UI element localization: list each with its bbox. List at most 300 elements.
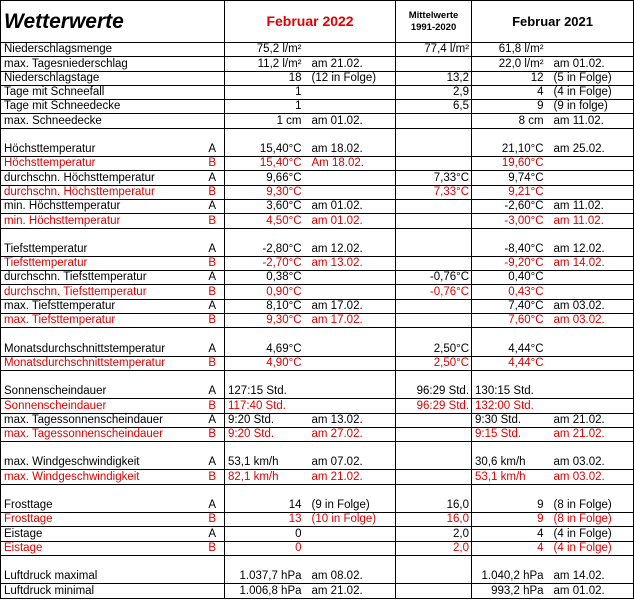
note-2021: am 11.02.	[546, 114, 634, 128]
note-2022	[304, 356, 396, 370]
note-2022	[304, 285, 396, 299]
note-2021	[546, 171, 634, 185]
row-label: durchschn. Höchsttemperatur	[1, 171, 201, 185]
column-header-mittelwerte	[396, 1, 472, 43]
value-mittel	[396, 470, 472, 484]
value-mittel	[396, 57, 472, 71]
value-mittel	[396, 143, 472, 157]
value-2021: 9	[472, 499, 546, 513]
value-mittel: 2,50°C	[396, 356, 472, 370]
station-code: B	[201, 470, 225, 484]
station-code: A	[201, 413, 225, 427]
row-label: Luftdruck minimal	[1, 584, 201, 598]
note-2022: (10 in Folge)	[304, 513, 396, 527]
spacer-cell	[225, 484, 304, 499]
note-2022: (12 in Folge)	[304, 71, 396, 85]
value-mittel	[396, 427, 472, 441]
spacer-cell	[1, 555, 201, 570]
spacer-cell	[546, 370, 634, 385]
value-2022: 53,1 km/h	[225, 456, 304, 470]
note-2021: am 25.02.	[546, 143, 634, 157]
spacer-cell	[225, 555, 304, 570]
note-2021: am 03.02.	[546, 299, 634, 313]
station-code	[201, 71, 225, 85]
row-label: Niederschlagstage	[1, 71, 201, 85]
value-2021: 132:00 Std.	[472, 399, 546, 413]
note-2021: am 03.02.	[546, 470, 634, 484]
note-2022: am 08.02.	[304, 570, 396, 584]
station-code: B	[201, 285, 225, 299]
row-label: max. Tiefsttemperatur	[1, 314, 201, 328]
value-2022: 4,69°C	[225, 342, 304, 356]
spacer-cell	[396, 228, 472, 243]
row-label: durchschn. Höchsttemperatur	[1, 185, 201, 199]
value-2022: 18	[225, 71, 304, 85]
value-2022: 1.006,8 hPa	[225, 584, 304, 598]
value-mittel: 2,50°C	[396, 342, 472, 356]
spacer-cell	[546, 328, 634, 343]
table-row	[1, 43, 634, 57]
value-2021: 1.040,2 hPa	[472, 570, 546, 584]
value-2021: 130:15 Std.	[472, 385, 546, 399]
note-2021: am 03.02.	[546, 456, 634, 470]
station-code: A	[201, 499, 225, 513]
spacer-cell	[201, 328, 225, 343]
note-2021: am 03.02.	[546, 314, 634, 328]
mittelwerte-label: Mittelwerte	[408, 9, 459, 21]
table-row	[1, 570, 634, 584]
value-2022: 15,40°C	[225, 157, 304, 171]
value-2021: 30,6 km/h	[472, 456, 546, 470]
table-row	[1, 456, 634, 470]
note-2021: am 21.02.	[546, 413, 634, 427]
row-label: durchschn. Tiefsttemperatur	[1, 285, 201, 299]
value-2021: 19,60°C	[472, 157, 546, 171]
value-2021: 4	[472, 527, 546, 541]
value-mittel: 7,33°C	[396, 185, 472, 199]
note-2022	[304, 342, 396, 356]
value-2022: 8,10°C	[225, 299, 304, 313]
value-2021: 993,2 hPa	[472, 584, 546, 598]
spacer-row	[1, 370, 634, 385]
note-2021	[546, 342, 634, 356]
row-label: Tiefsttemperatur	[1, 256, 201, 270]
spacer-cell	[304, 555, 396, 570]
spacer-cell	[201, 555, 225, 570]
table-row	[1, 399, 634, 413]
spacer-cell	[396, 484, 472, 499]
station-code	[201, 114, 225, 128]
value-2021: 9:30 Std.	[472, 413, 546, 427]
spacer-cell	[472, 228, 546, 243]
row-label: min. Höchsttemperatur	[1, 199, 201, 213]
value-2021: 9,21°C	[472, 185, 546, 199]
note-2021: (4 in Folge)	[546, 527, 634, 541]
row-label: Tiefsttemperatur	[1, 243, 201, 257]
table-row	[1, 171, 634, 185]
station-code: A	[201, 171, 225, 185]
table-row	[1, 427, 634, 441]
value-2022: 15,40°C	[225, 143, 304, 157]
row-label: min. Höchsttemperatur	[1, 214, 201, 228]
row-label: max. Tiefsttemperatur	[1, 299, 201, 313]
note-2022: am 21.02.	[304, 470, 396, 484]
row-label: Monatsdurchschnittstemperatur	[1, 342, 201, 356]
note-2021: am 01.02.	[546, 584, 634, 598]
note-2021: (8 in Folge)	[546, 499, 634, 513]
spacer-cell	[304, 442, 396, 457]
value-2022: 9,30°C	[225, 314, 304, 328]
spacer-cell	[1, 484, 201, 499]
value-mittel	[396, 114, 472, 128]
spacer-cell	[546, 128, 634, 143]
table-row	[1, 271, 634, 285]
station-code	[201, 100, 225, 114]
row-label: max. Tagesniederschlag	[1, 57, 201, 71]
spacer-cell	[396, 370, 472, 385]
value-2022: 0,38°C	[225, 271, 304, 285]
spacer-cell	[225, 370, 304, 385]
note-2021: am 14.02.	[546, 570, 634, 584]
value-2021: 9	[472, 513, 546, 527]
value-mittel	[396, 157, 472, 171]
station-code: B	[201, 314, 225, 328]
value-2022: 0	[225, 527, 304, 541]
value-mittel	[396, 299, 472, 313]
spacer-cell	[396, 555, 472, 570]
value-mittel: 2,0	[396, 541, 472, 555]
mittelwerte-period: 1991-2020	[410, 21, 457, 33]
value-mittel	[396, 243, 472, 257]
table-row	[1, 214, 634, 228]
row-label: Luftdruck maximal	[1, 570, 201, 584]
spacer-row	[1, 442, 634, 457]
spacer-cell	[1, 328, 201, 343]
row-label: Frosttage	[1, 513, 201, 527]
value-2022: 9,30°C	[225, 185, 304, 199]
table-row	[1, 243, 634, 257]
row-label: Eistage	[1, 527, 201, 541]
value-2021: -8,40°C	[472, 243, 546, 257]
note-2022	[304, 271, 396, 285]
value-2022: 1.037,7 hPa	[225, 570, 304, 584]
table-body	[1, 43, 634, 599]
value-mittel	[396, 570, 472, 584]
value-2021: 12	[472, 71, 546, 85]
note-2022	[304, 385, 396, 399]
table-row	[1, 85, 634, 99]
value-2021: 4	[472, 85, 546, 99]
station-code: B	[201, 185, 225, 199]
table-row	[1, 499, 634, 513]
note-2022	[304, 100, 396, 114]
value-2022: 117:40 Std.	[225, 399, 304, 413]
note-2022	[304, 399, 396, 413]
note-2021	[546, 157, 634, 171]
row-label: Eistage	[1, 541, 201, 555]
spacer-cell	[472, 370, 546, 385]
spacer-row	[1, 128, 634, 143]
value-2022: 11,2 l/m²	[225, 57, 304, 71]
note-2021	[546, 285, 634, 299]
spacer-row	[1, 484, 634, 499]
value-2022: 75,2 l/m²	[225, 43, 304, 57]
row-label: Sonnenscheindauer	[1, 399, 201, 413]
value-mittel: 96:29 Std.	[396, 385, 472, 399]
value-2022: 0,90°C	[225, 285, 304, 299]
note-2022: am 21.02.	[304, 57, 396, 71]
note-2022	[304, 43, 396, 57]
station-code: A	[201, 456, 225, 470]
value-2021: 9,74°C	[472, 171, 546, 185]
station-code: B	[201, 399, 225, 413]
note-2022: (9 in Folge)	[304, 499, 396, 513]
table-row	[1, 71, 634, 85]
table-row	[1, 256, 634, 270]
value-2021: -9,20°C	[472, 256, 546, 270]
note-2022	[304, 171, 396, 185]
spacer-cell	[546, 555, 634, 570]
column-header-february-2021: Februar 2021	[472, 1, 634, 43]
note-2021: am 11.02.	[546, 199, 634, 213]
value-2022: 127:15 Std.	[225, 385, 304, 399]
row-label: max. Tagessonnenscheindauer	[1, 427, 201, 441]
value-2022: 1	[225, 85, 304, 99]
note-2021	[546, 185, 634, 199]
row-label: max. Windgeschwindigkeit	[1, 456, 201, 470]
note-2022: am 18.02.	[304, 143, 396, 157]
value-2021: 4	[472, 541, 546, 555]
note-2021	[546, 399, 634, 413]
table-row	[1, 342, 634, 356]
spacer-cell	[1, 370, 201, 385]
row-label: Tage mit Schneefall	[1, 85, 201, 99]
value-mittel: 2,9	[396, 85, 472, 99]
table-row	[1, 470, 634, 484]
station-code: B	[201, 214, 225, 228]
value-mittel	[396, 584, 472, 598]
station-code	[201, 570, 225, 584]
note-2022: am 17.02.	[304, 299, 396, 313]
row-label: durchschn. Tiefsttemperatur	[1, 271, 201, 285]
station-code: B	[201, 513, 225, 527]
spacer-cell	[304, 484, 396, 499]
value-2021: 22,0 l/m²	[472, 57, 546, 71]
value-mittel	[396, 456, 472, 470]
row-label: Tage mit Schneedecke	[1, 100, 201, 114]
spacer-cell	[396, 442, 472, 457]
spacer-cell	[396, 328, 472, 343]
table-row	[1, 541, 634, 555]
table-row	[1, 157, 634, 171]
table-row	[1, 143, 634, 157]
table-row	[1, 57, 634, 71]
note-2022: am 21.02.	[304, 584, 396, 598]
value-2021: 21,10°C	[472, 143, 546, 157]
value-mittel: 96:29 Std.	[396, 399, 472, 413]
note-2022: am 27.02.	[304, 427, 396, 441]
value-2021: 53,1 km/h	[472, 470, 546, 484]
note-2022	[304, 541, 396, 555]
station-code: A	[201, 199, 225, 213]
value-2022: 82,1 km/h	[225, 470, 304, 484]
note-2022	[304, 85, 396, 99]
value-2022: -2,80°C	[225, 243, 304, 257]
note-2021	[546, 271, 634, 285]
spacer-cell	[472, 128, 546, 143]
value-2021: 7,40°C	[472, 299, 546, 313]
station-code	[201, 57, 225, 71]
value-2022: 13	[225, 513, 304, 527]
spacer-cell	[201, 370, 225, 385]
station-code: B	[201, 356, 225, 370]
note-2021: am 01.02.	[546, 57, 634, 71]
spacer-cell	[472, 442, 546, 457]
value-2021: 0,40°C	[472, 271, 546, 285]
note-2021: am 11.02.	[546, 214, 634, 228]
station-code: A	[201, 243, 225, 257]
station-code	[201, 43, 225, 57]
note-2022	[304, 527, 396, 541]
spacer-cell	[546, 228, 634, 243]
value-mittel: 6,5	[396, 100, 472, 114]
station-code: A	[201, 527, 225, 541]
note-2022: am 17.02.	[304, 314, 396, 328]
value-2022: 9:20 Std.	[225, 427, 304, 441]
row-label: Sonnenscheindauer	[1, 385, 201, 399]
station-code: A	[201, 271, 225, 285]
spacer-cell	[472, 328, 546, 343]
value-2021: -2,60°C	[472, 199, 546, 213]
spacer-cell	[396, 128, 472, 143]
station-code: B	[201, 427, 225, 441]
note-2021: (5 in Folge)	[546, 71, 634, 85]
spacer-cell	[225, 228, 304, 243]
spacer-cell	[225, 328, 304, 343]
spacer-row	[1, 228, 634, 243]
value-2022: -2,70°C	[225, 256, 304, 270]
table-row	[1, 527, 634, 541]
spacer-row	[1, 555, 634, 570]
value-2022: 0	[225, 541, 304, 555]
value-mittel: 16,0	[396, 499, 472, 513]
value-mittel	[396, 413, 472, 427]
value-mittel: -0,76°C	[396, 271, 472, 285]
value-2022: 9,66°C	[225, 171, 304, 185]
note-2021	[546, 385, 634, 399]
table-row	[1, 299, 634, 313]
spacer-cell	[304, 128, 396, 143]
spacer-row	[1, 328, 634, 343]
station-code: A	[201, 299, 225, 313]
table-row	[1, 100, 634, 114]
spacer-cell	[304, 328, 396, 343]
note-2021: (4 in Folge)	[546, 541, 634, 555]
station-code: B	[201, 256, 225, 270]
value-2021: 7,60°C	[472, 314, 546, 328]
value-mittel	[396, 314, 472, 328]
table-row	[1, 114, 634, 128]
row-label: Höchsttemperatur	[1, 143, 201, 157]
value-mittel	[396, 199, 472, 213]
table-row	[1, 314, 634, 328]
value-mittel: 13,2	[396, 71, 472, 85]
note-2021: (4 in Folge)	[546, 85, 634, 99]
header-row	[1, 1, 634, 43]
spacer-cell	[225, 128, 304, 143]
note-2022: am 01.02.	[304, 114, 396, 128]
note-2021: (8 in Folge)	[546, 513, 634, 527]
table-title: Wetterwerte	[1, 1, 225, 43]
spacer-cell	[201, 484, 225, 499]
station-code	[201, 85, 225, 99]
row-label: max. Schneedecke	[1, 114, 201, 128]
spacer-cell	[304, 228, 396, 243]
station-code: B	[201, 541, 225, 555]
value-2021: 4,44°C	[472, 342, 546, 356]
station-code: A	[201, 342, 225, 356]
station-code	[201, 584, 225, 598]
value-2021: 9	[472, 100, 546, 114]
station-code: A	[201, 143, 225, 157]
spacer-cell	[1, 442, 201, 457]
value-2022: 1 cm	[225, 114, 304, 128]
value-2022: 4,50°C	[225, 214, 304, 228]
table-row	[1, 285, 634, 299]
value-2021: 61,8 l/m²	[472, 43, 546, 57]
value-2021: 8 cm	[472, 114, 546, 128]
value-2022: 1	[225, 100, 304, 114]
value-2021: -3,00°C	[472, 214, 546, 228]
station-code: B	[201, 157, 225, 171]
note-2022	[304, 185, 396, 199]
spacer-cell	[546, 442, 634, 457]
row-label: max. Windgeschwindigkeit	[1, 470, 201, 484]
value-mittel: 16,0	[396, 513, 472, 527]
spacer-cell	[304, 370, 396, 385]
table-row	[1, 385, 634, 399]
note-2022: am 01.02.	[304, 199, 396, 213]
spacer-cell	[1, 128, 201, 143]
value-mittel: 2,0	[396, 527, 472, 541]
note-2022: am 13.02.	[304, 256, 396, 270]
note-2022: am 12.02.	[304, 243, 396, 257]
column-header-february-2022: Februar 2022	[225, 1, 396, 43]
value-mittel	[396, 256, 472, 270]
station-code: A	[201, 385, 225, 399]
row-label: max. Tagessonnenscheindauer	[1, 413, 201, 427]
value-2021: 4,44°C	[472, 356, 546, 370]
note-2021: (9 in folge)	[546, 100, 634, 114]
value-2021: 9:15 Std.	[472, 427, 546, 441]
spacer-cell	[225, 442, 304, 457]
row-label: Niederschlagsmenge	[1, 43, 201, 57]
row-label: Höchsttemperatur	[1, 157, 201, 171]
note-2022: Am 18.02.	[304, 157, 396, 171]
note-2022: am 13.02.	[304, 413, 396, 427]
note-2022: am 01.02.	[304, 214, 396, 228]
table-row	[1, 413, 634, 427]
note-2021	[546, 43, 634, 57]
table-row	[1, 584, 634, 598]
value-2021: 0,43°C	[472, 285, 546, 299]
spacer-cell	[472, 555, 546, 570]
row-label: Frosttage	[1, 499, 201, 513]
spacer-cell	[546, 484, 634, 499]
spacer-cell	[201, 442, 225, 457]
row-label: Monatsdurchschnittstemperatur	[1, 356, 201, 370]
value-2022: 4,90°C	[225, 356, 304, 370]
